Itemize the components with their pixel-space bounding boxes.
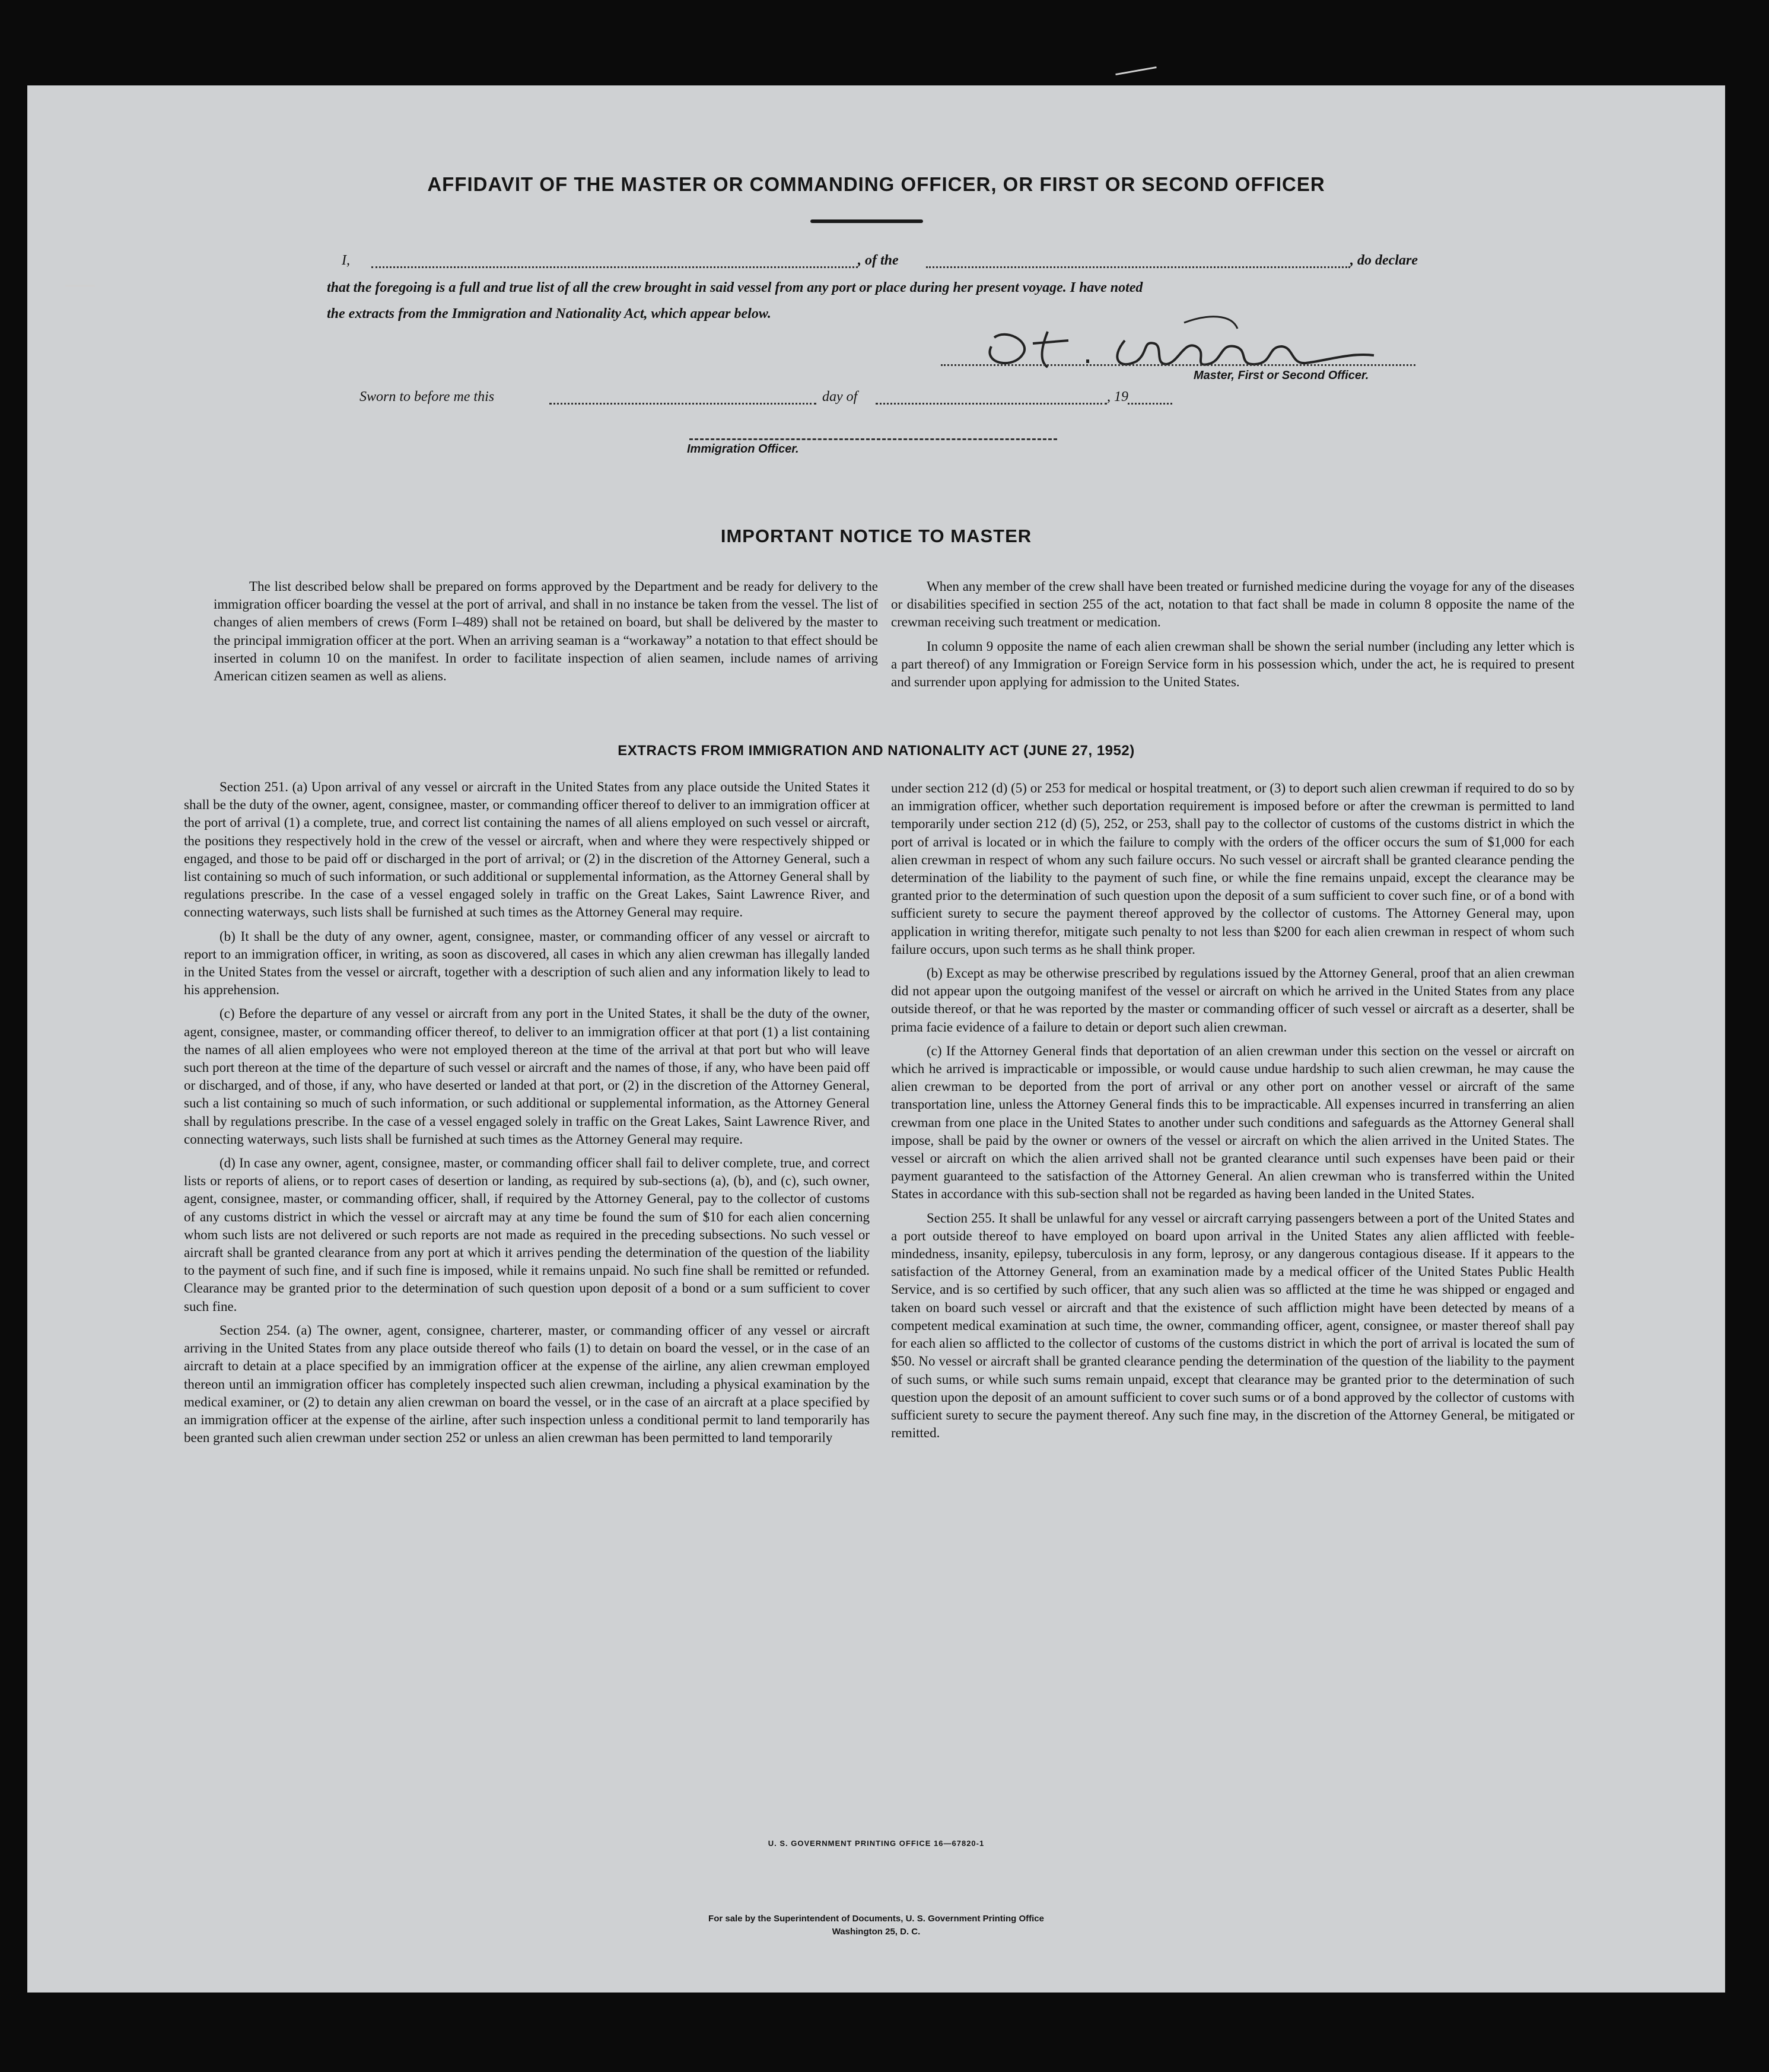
sale-notice-line-1: For sale by the Superintendent of Documents, U. S. Government Printing Office (708, 1914, 1044, 1924)
sworn-date-blank[interactable] (549, 403, 816, 405)
signature-caption: Master, First or Second Officer. (1194, 369, 1369, 382)
section-254-a-continued: under section 212 (d) (5) or 253 for medical or hospital treatment, or (3) to deport such alien crewman if required to do so by an immigration officer, whether such deportation requirement is imposed before or after the crewman is permitted to land temporarily under section 212 (d) (5), 252, or 253, shall pay to the collector of customs of the customs district in which the port of arrival is located or in which the failure to comply with the orders of the officer occurs the sum of $1,000 for each alien crewman in respect of whom any such failure occurs. No such vessel or aircraft shall be granted clearance pending the determination of the liability to the payment of such fine, or while the fine remains unpaid, except the clearance may be granted prior to the determination of such question upon the deposit of a sum sufficient to cover such fine, or of a bond with sufficient surety to secure the payment thereof approved by the collector of customs. The Attorney General may, upon application in writing therefor, mitigate such penalty to not less than $200 for each alien crewman in respect of whom such failure occurs, upon such terms as he shall think proper. (891, 781, 1574, 957)
sworn-month-blank[interactable] (876, 403, 1107, 405)
printing-office-imprint: U. S. GOVERNMENT PRINTING OFFICE 16—67820-1 (768, 1839, 985, 1848)
section-255: Section 255. It shall be unlawful for any vessel or aircraft carrying passengers between a port of the United States and a port outside thereof to have employed on board upon arrival in the United States any alien afflicted with feeble-mindedness, insanity, epilepsy, tuberculosis in any form, leprosy, or any dangerous contagious disease. If it appears to the satisfaction of the Attorney General, from an examination made by a medical officer of the United States Public Health Service, and is so certified by such officer, that any such alien was so afflicted at the time he was shipped or engaged and taken on board such vessel or aircraft and that the existence of such affliction might have been detected by means of a competent medical examination at such time, the owner, commanding officer, agent, consignee, or master thereof shall pay for each alien so afflicted to the collector of customs of the customs district in which the port of arrival is located the sum of $50. No vessel or aircraft shall be granted clearance pending the determination of the question of the liability to the payment of such sums, or while such sums remain unpaid, except that clearance may be granted prior to the determination of such question upon the deposit of an amount sufficient to cover such sums or of a bond approved by the collector of customs with sufficient surety to secure the payment thereof. Any such fine may, in the discretion of the Attorney General, be mitigated or remitted. (891, 1210, 1574, 1441)
notice-right-paragraph-2: In column 9 opposite the name of each alien crewman shall be shown the serial number (including any letter which is a part thereof) of any Immigration or Foreign Service form in his possession which, under the act, he is required to present and surrender upon applying for admission to the United States. (891, 638, 1574, 690)
sworn-day-of: day of (822, 389, 858, 405)
sale-notice-line-2: Washington 25, D. C. (832, 1927, 921, 1937)
scan-mark (1115, 66, 1156, 75)
declare-prefix: I, (342, 253, 350, 268)
scan-mark (65, 285, 95, 287)
sworn-prefix: Sworn to before me this (359, 389, 495, 405)
extracts-right-column (891, 779, 1574, 1448)
vessel-blank[interactable] (926, 266, 1350, 268)
officer-signature (959, 311, 1386, 376)
declaration-text-1: that the foregoing is a full and true list of all the crew brought in said vessel from any port or place during her present voyage. I have noted (327, 280, 1143, 295)
sworn-year-label: , 19 (1107, 389, 1128, 405)
notice-right-column (891, 578, 1574, 697)
notice-left-column (214, 578, 878, 691)
immigration-officer-line (689, 438, 1057, 440)
title-rule (810, 219, 923, 223)
section-254-c: (c) If the Attorney General finds that deportation of an alien crewman under this section on the vessel or aircraft on which he arrived is impracticable or impossible, or would cause undue hardship to such alien crewman, he may cause the alien crewman to be deported from the port of arrival or any other port on another vessel or aircraft of the same transportation line, unless the Attorney General finds this to be impracticable. All expenses incurred in transferring an alien crewman from one place in the United States to another under such conditions and safeguards as the Attorney General shall impose, shall be paid by the owner or owners of the vessel or aircraft on which the alien arrived in the United States. The vessel or aircraft on which the alien arrived shall not be granted clearance until such expenses have been paid or their payment guaranteed to the satisfaction of the Attorney General. An alien crewman who is transferred within the United States in accordance with this sub-section shall not be regarded as having been landed in the United States. (891, 1043, 1574, 1202)
form-page (27, 85, 1725, 1993)
sale-notice (27, 1912, 1725, 1939)
notice-left-paragraph: The list described below shall be prepared on forms approved by the Department and be ready for delivery to the immigration officer boarding the vessel at the port of arrival, and shall in no instance be taken from the vessel. The list of changes of alien members of crews (Form I–489) shall not be retained on board, but shall be delivered by the master to the principal immigration officer at the port. When an arriving seaman is a “workaway” a notation to that effect should be inserted in column 10 on the manifest. In order to facilitate inspection of alien seamen, include names of arriving American citizen seamen as well as aliens. (214, 579, 878, 684)
notice-heading: IMPORTANT NOTICE TO MASTER (720, 526, 1032, 546)
notice-right-paragraph-1: When any member of the crew shall have been treated or furnished medicine during the voyage for any of the diseases or disabilities specified in section 255 of the act, notation to that fact shall be made in column 8 opposite the name of the crewman receiving such treatment or medication. (891, 579, 1574, 630)
extracts-heading: EXTRACTS FROM IMMIGRATION AND NATIONALITY ACT (JUNE 27, 1952) (618, 743, 1135, 759)
section-254-b: (b) Except as may be otherwise prescribed by regulations issued by the Attorney General, proof that an alien crewman did not appear upon the outgoing manifest of the vessel or aircraft on which he arrived in the United States from any place outside thereof, or that he was reported by the master or commanding officer of such vessel or aircraft as a deserter, shall be prima facie evidence of a failure to detain or deport such alien crewman. (891, 966, 1574, 1035)
name-blank[interactable] (371, 266, 858, 268)
section-251-b: (b) It shall be the duty of any owner, agent, consignee, master, or commanding officer of any vessel or aircraft to report to an immigration officer, in writing, as soon as discovered, all cases in which any alien crewman has illegally landed in the United States from the vessel or aircraft, together with a description of such alien and any information likely to lead to his apprehension. (184, 928, 870, 998)
extracts-left-column (184, 778, 870, 1453)
sworn-year-blank[interactable] (1128, 403, 1172, 405)
section-251-a: Section 251. (a) Upon arrival of any vessel or aircraft in the United States from any place outside the United States it shall be the duty of the owner, agent, consignee, master, or commanding officer thereof to deliver to an immigration officer at the port of arrival (1) a complete, true, and correct list containing the names of all aliens employed on such vessel or aircraft, the positions they respectively hold in the crew of the vessel or aircraft, when and where they were respectively shipped or engaged, and those to be paid off or discharged in the port of arrival; or (2) in the discretion of the Attorney General, such a list containing so much of such information, or such additional or supplemental information, as the Attorney General shall by regulations prescribe. In the case of a vessel engaged solely in traffic on the Great Lakes, Saint Lawrence River, and connecting waterways, such lists shall be furnished at such times as the Attorney General may require. (184, 779, 870, 920)
signature-line (941, 364, 1415, 366)
declaration-text-2: the extracts from the Immigration and Nationality Act, which appear below. (327, 306, 771, 322)
section-254-a: Section 254. (a) The owner, agent, consignee, charterer, master, or commanding officer of any vessel or aircraft arriving in the United States from any place outside thereof who fails (1) to detain on board the vessel, or in the case of an aircraft to detain at a place specified by an immigration officer at the expense of the airline, any alien crewman employed thereon until an immigration officer has completely inspected such alien crewman, including a physical examination by the medical examiner, or (2) to detain any alien crewman on board the vessel, or in the case of an aircraft at a place specified by an immigration officer at the expense of the airline, after such inspection unless a conditional permit to land temporarily has been granted such alien crewman under section 252 or unless an alien crewman has been permitted to land temporarily (184, 1322, 870, 1446)
immigration-officer-caption: Immigration Officer. (687, 443, 799, 456)
affidavit-title: AFFIDAVIT OF THE MASTER OR COMMANDING OFFICER, OR FIRST OR SECOND OFFICER (427, 173, 1325, 195)
section-251-c: (c) Before the departure of any vessel or aircraft from any port in the United States, it shall be the duty of the owner, agent, consignee, master, or commanding officer thereof, to deliver to an immigration officer at that port (1) a list containing the names of all alien employees who were not employed thereon at the time of the arrival at that port but who will leave such port thereon at the time of the departure of such vessel or aircraft and the names of those, if any, who have been paid off or discharged, and of those, if any, who have deserted or landed at that port, or (2) in the discretion of the Attorney General, such a list containing so much of such information, or such additional or supplemental information, as the Attorney General shall by regulations prescribe. In the case of a vessel engaged solely in traffic on the Great Lakes, Saint Lawrence River, and connecting waterways, such lists shall be furnished at such times as the Attorney General may require. (184, 1006, 870, 1147)
section-251-d: (d) In case any owner, agent, consignee, master, or commanding officer shall fail to deliver complete, true, and correct lists or reports of aliens, or to report cases of desertion or landing, as required by sub-sections (a), (b), and (c), such owner, agent, consignee, master, or commanding officer, shall, if required by the Attorney General, pay to the collector of customs of any customs district in which the vessel or aircraft may at any time be found the sum of $10 for each alien concerning whom such lists are not delivered or such reports are not made as required in the preceding subsections. No such vessel or aircraft shall be granted clearance from any port at which it arrives pending the determination of the question of the liability to the payment of such fine, and if such fine is imposed, while it remains unpaid. No such fine shall be remitted or refunded. Clearance may be granted prior to the determination of such question upon deposit of a bond or a sum sufficient to cover such fine. (184, 1156, 870, 1314)
do-declare-label: , do declare (1350, 253, 1418, 268)
of-the-label: , of the (858, 253, 899, 268)
